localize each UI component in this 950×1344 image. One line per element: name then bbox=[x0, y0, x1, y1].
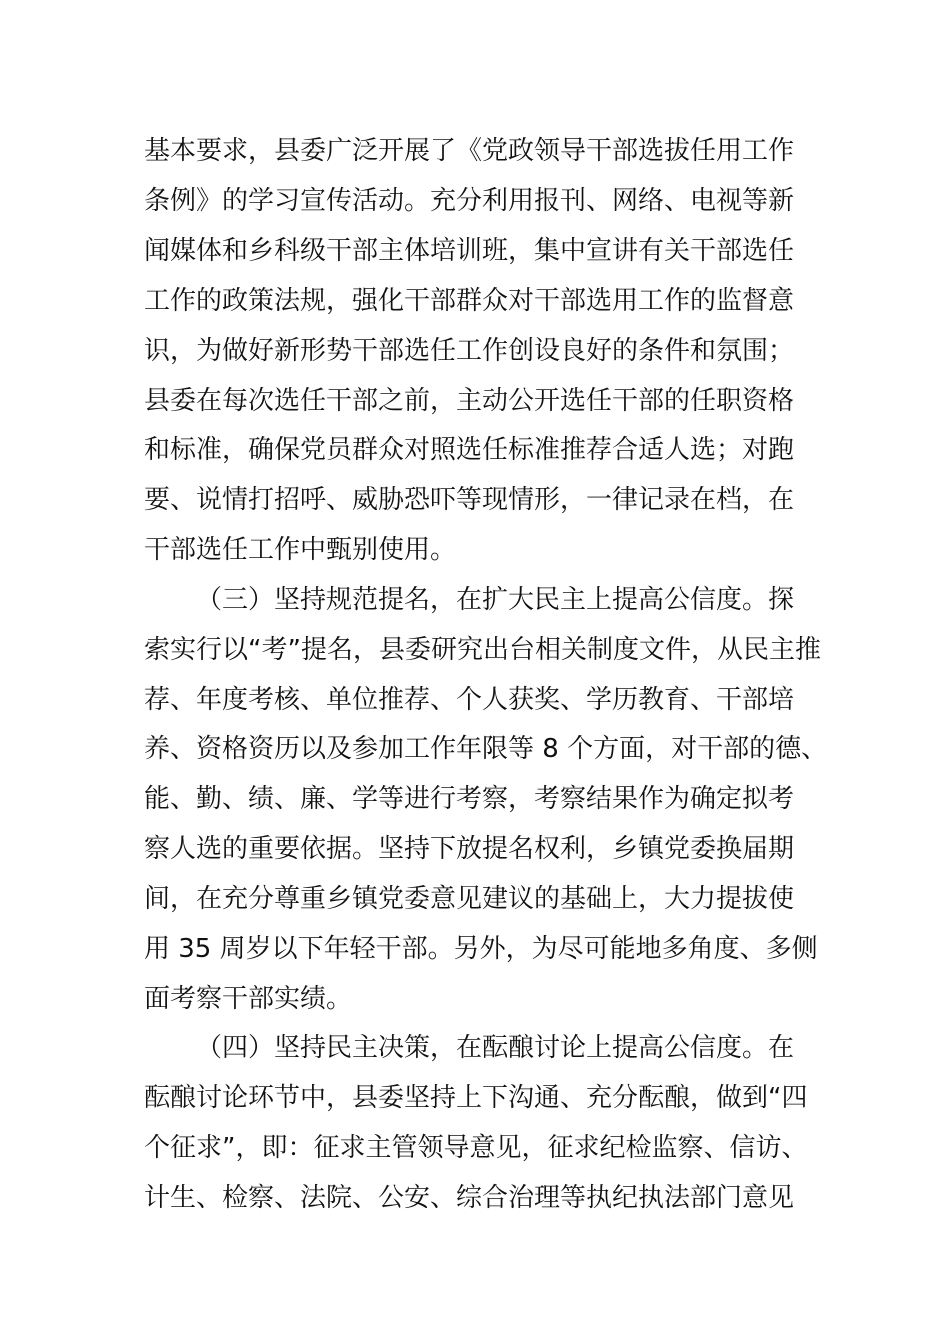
paragraph-line: 和标准，确保党员群众对照选任标准推荐合适人选；对跑 bbox=[144, 435, 795, 465]
paragraph-line: 个征求”，即：征求主管领导意见，征求纪检监察、信访、 bbox=[144, 1133, 808, 1163]
paragraph-line: 索实行以“考”提名，县委研究出台相关制度文件，从民主推 bbox=[144, 635, 821, 665]
paragraph-line: 计生、检察、法院、公安、综合治理等执纪执法部门意见 bbox=[144, 1183, 795, 1213]
paragraph-line: 干部选任工作中甄别使用。 bbox=[144, 535, 457, 565]
paragraph-line: 要、说情打招呼、威胁恐吓等现情形，一律记录在档，在 bbox=[144, 485, 795, 515]
paragraph-line: 基本要求，县委广泛开展了《党政领导干部选拔任用工作 bbox=[144, 136, 795, 166]
paragraph-line: 条例》的学习宣传活动。充分利用报刊、网络、电视等新 bbox=[144, 186, 795, 216]
paragraph-line: 养、资格资历以及参加工作年限等 8 个方面，对干部的德、 bbox=[144, 734, 828, 764]
paragraph-line: 面考察干部实绩。 bbox=[144, 984, 353, 1014]
paragraph-line: 能、勤、绩、廉、学等进行考察，考察结果作为确定拟考 bbox=[144, 784, 795, 814]
section-heading-line: （三）坚持规范提名，在扩大民主上提高公信度。探 bbox=[196, 585, 795, 615]
paragraph-line: 察人选的重要依据。坚持下放提名权利，乡镇党委换届期 bbox=[144, 834, 795, 864]
paragraph-line: 识，为做好新形势干部选任工作创设良好的条件和氛围； bbox=[144, 336, 795, 366]
paragraph-line: 间，在充分尊重乡镇党委意见建议的基础上，大力提拔使 bbox=[144, 884, 795, 914]
paragraph-line: 县委在每次选任干部之前，主动公开选任干部的任职资格 bbox=[144, 386, 795, 416]
paragraph-line: 荐、年度考核、单位推荐、个人获奖、学历教育、干部培 bbox=[144, 685, 795, 715]
paragraph-line: 工作的政策法规，强化干部群众对干部选用工作的监督意 bbox=[144, 286, 795, 316]
paragraph-line: 酝酿讨论环节中，县委坚持上下沟通、充分酝酿，做到“四 bbox=[144, 1083, 808, 1113]
paragraph-line: 用 35 周岁以下年轻干部。另外，为尽可能地多角度、多侧 bbox=[144, 934, 818, 964]
section-heading-line: （四）坚持民主决策，在酝酿讨论上提高公信度。在 bbox=[196, 1033, 795, 1063]
paragraph-line: 闻媒体和乡科级干部主体培训班，集中宣讲有关干部选任 bbox=[144, 236, 795, 266]
